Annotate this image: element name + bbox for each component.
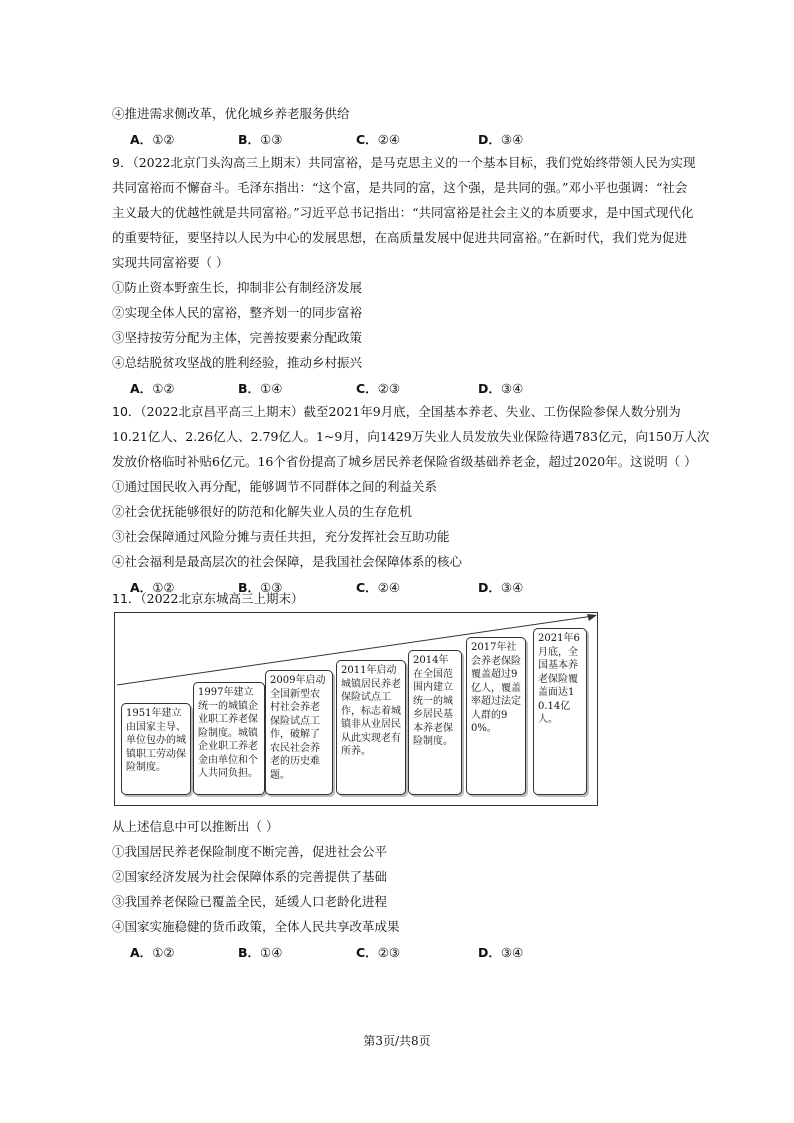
q9-stem-line-3: 主义最大的优越性就是共同富裕。”习近平总书记指出：“共同富裕是社会主义的本质要求，是中国式现代化 [112, 205, 694, 220]
q8-option-a[interactable]: A．①② [130, 132, 175, 147]
timeline-step-1997: 1997年建立统一的城镇企业职工养老保险制度。城镇企业职工养老金由单位和个人共同负担。 [193, 682, 265, 795]
q11-option-c[interactable]: C．②③ [356, 945, 401, 960]
q10-option-a[interactable]: A．①② [130, 580, 175, 595]
q9-option-a[interactable]: A．①② [130, 381, 175, 396]
q9-option-d[interactable]: D．③④ [478, 381, 524, 396]
q9-option-c[interactable]: C．②③ [356, 381, 401, 396]
page-footer: 第3页/共8页 [363, 1034, 431, 1048]
timeline-step-2009: 2009年启动全国新型农村社会养老保险试点工作，破解了农民社会养老的历史难题。 [265, 670, 333, 795]
q11-option-b[interactable]: B．①④ [238, 945, 283, 960]
q10-stem-line-1: 10．（2022北京昌平高三上期末）截至2021年9月底，全国基本养老、失业、工伤保险参保人数分别为 [112, 404, 681, 419]
q11-stem: 11．（2022北京东城高三上期末） [112, 591, 304, 606]
q9-option-b[interactable]: B．①④ [238, 381, 283, 396]
timeline-step-2011: 2011年启动城镇居民养老保险试点工作，标志着城镇非从业居民从此实现老有所养。 [336, 660, 406, 795]
q9-statement-4: ④总结脱贫攻坚战的胜利经验，推动乡村振兴 [112, 355, 363, 370]
q10-stem-line-3: 发放价格临时补贴6亿元。16个省份提高了城乡居民养老保险省级基础养老金，超过2020年。这说明（ ） [112, 454, 697, 469]
q8-options [130, 130, 690, 148]
q9-stem-line-2: 共同富裕而不懈奋斗。毛泽东指出：“这个富，是共同的富，这个强，是共同的强。”邓小平也强调：“社会 [112, 180, 688, 195]
timeline-arrow-head [587, 614, 597, 621]
q11-option-a[interactable]: A．①② [130, 945, 175, 960]
q11-statement-1: ①我国居民养老保险制度不断完善，促进社会公平 [112, 844, 388, 859]
q9-stem-line-5: 实现共同富裕要（ ） [112, 255, 229, 270]
q9-options [130, 379, 690, 397]
timeline-step-2021: 2021年6月底，全国基本养老保险覆盖面达10.14亿人。 [533, 628, 587, 795]
q11-option-d[interactable]: D．③④ [478, 945, 524, 960]
q11-options [130, 943, 690, 961]
q8-option-b[interactable]: B．①③ [238, 132, 283, 147]
q10-statement-2: ②社会优抚能够很好的防范和化解失业人员的生存危机 [112, 504, 413, 519]
q11-statement-3: ③我国养老保险已覆盖全民，延缓人口老龄化进程 [112, 894, 388, 909]
q9-statement-1: ①防止资本野蛮生长，抑制非公有制经济发展 [112, 280, 363, 295]
q10-option-d[interactable]: D．③④ [478, 580, 524, 595]
timeline-step-2017: 2017年社会养老保险覆盖超过9亿人，覆盖率超过法定人群的90%。 [466, 637, 526, 795]
timeline-step-2014: 2014年在全国范围内建立统一的城乡居民基本养老保险制度。 [408, 650, 462, 795]
q8-statement-4: ④推进需求侧改革，优化城乡养老服务供给 [112, 106, 350, 121]
q11-statement-2: ②国家经济发展为社会保障体系的完善提供了基础 [112, 869, 388, 884]
q8-option-d[interactable]: D．③④ [478, 132, 524, 147]
q9-statement-2: ②实现全体人民的富裕，整齐划一的同步富裕 [112, 305, 363, 320]
q10-statement-4: ④社会福利是最高层次的社会保障，是我国社会保障体系的核心 [112, 554, 463, 569]
q9-statement-3: ③坚持按劳分配为主体，完善按要素分配政策 [112, 330, 363, 345]
q10-option-c[interactable]: C．②④ [356, 580, 401, 595]
timeline-step-1951: 1951年建立由国家主导、单位包办的城镇职工劳动保险制度。 [121, 703, 191, 795]
q9-stem-line-4: 的重要特征，要坚持以人民为中心的发展思想，在高质量发展中促进共同富裕。”在新时代，我们党为促进 [112, 230, 688, 245]
q11-prompt: 从上述信息中可以推断出（ ） [112, 819, 279, 834]
q11-statement-4: ④国家实施稳健的货币政策，全体人民共享改革成果 [112, 919, 400, 934]
pension-timeline-diagram [114, 612, 598, 806]
q10-stem-line-2: 10.21亿人、2.26亿人、2.79亿人。1~9月，向1429万失业人员发放失业保险待遇783亿元，向150万人次 [112, 429, 710, 444]
q8-option-c[interactable]: C．②④ [356, 132, 401, 147]
q10-statement-1: ①通过国民收入再分配，能够调节不同群体之间的利益关系 [112, 479, 438, 494]
q10-option-b[interactable]: B．①③ [238, 580, 283, 595]
q10-statement-3: ③社会保障通过风险分摊与责任共担，充分发挥社会互助功能 [112, 529, 450, 544]
q9-stem-line-1: 9．（2022北京门头沟高三上期末）共同富裕，是马克思主义的一个基本目标，我们党始终带领人民为实现 [112, 155, 696, 170]
